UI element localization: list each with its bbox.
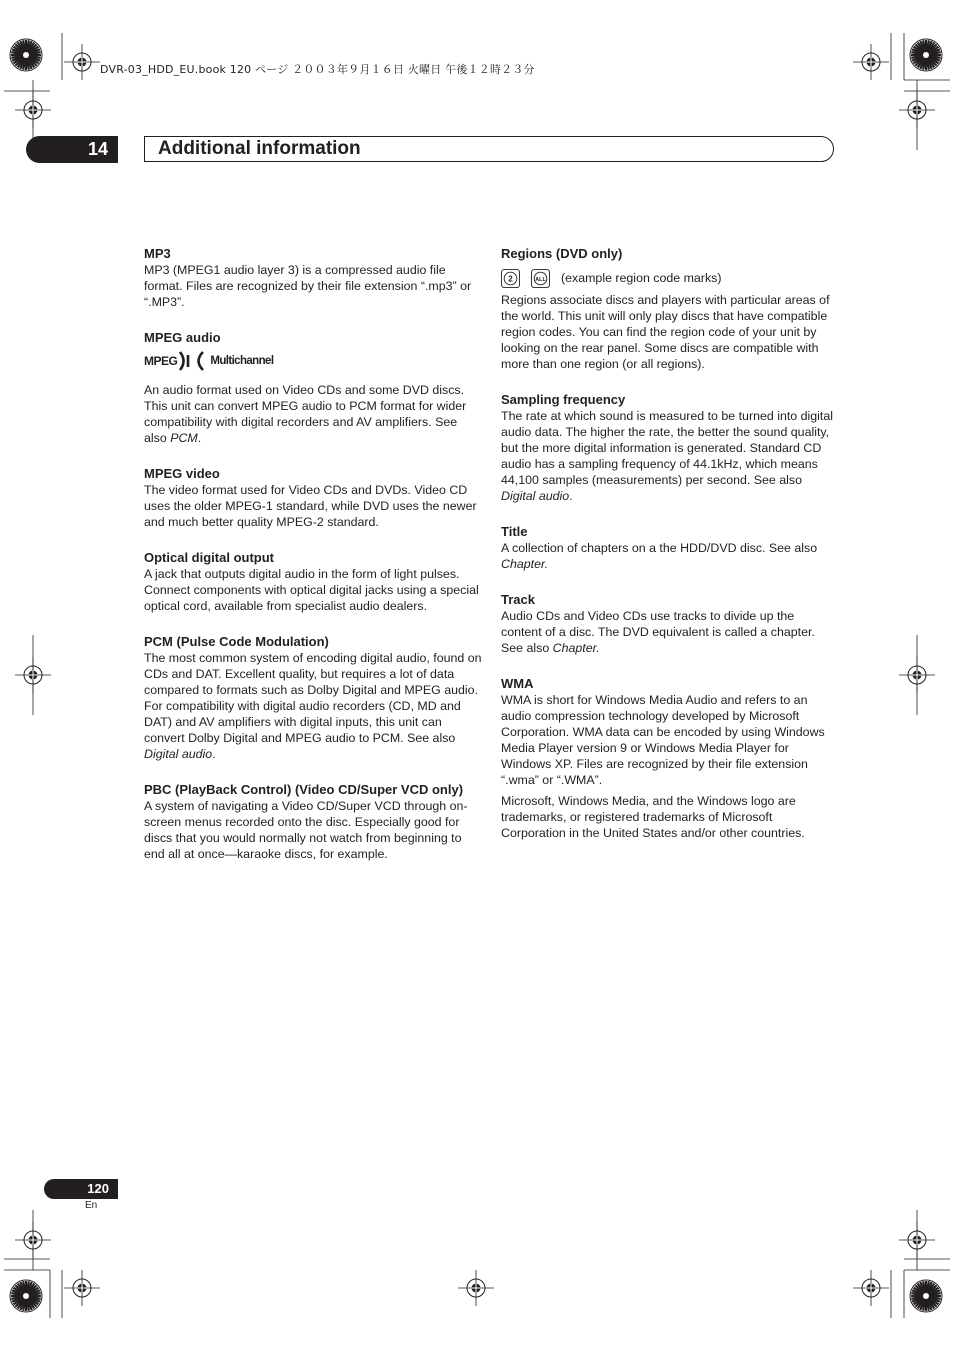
glossary-entry-mpeg-video [144,465,482,530]
entry-term: Regions (DVD only) [501,246,623,261]
entry-term: PCM (Pulse Code Modulation) [144,634,329,649]
glossary-entry-pbc [144,781,482,862]
glossary-entry-track [501,591,837,656]
entry-term: MPEG audio [144,330,221,345]
entry-term: WMA [501,676,534,691]
cross-reference: Chapter [501,557,545,571]
entry-term: Sampling frequency [501,392,626,407]
entry-term: PBC (PlayBack Control) (Video CD/Super VCD only) [144,782,464,797]
entry-term: Track [501,592,535,607]
entry-definition: A system of navigating a Video CD/Super VCD through on-screen menus recorded onto the disc. Especially good for discs that you would normally not watch from beginning to end all at once—karaoke discs, for example. [144,799,468,861]
mpeg-wave-icon [177,351,207,371]
entry-definition: The rate at which sound is measured to be turned into digital audio data. The higher the rate, the better the sound quality, but the more digital information is generated. Standard CD audio has a sampling frequency of 44.1kHz, which means 44,100 samples (measurements) per second. See also Digital audio. [501,409,833,503]
entry-definition: MP3 (MPEG1 audio layer 3) is a compressed audio file format. Files are recognized by their file extension “.mp3” or “.MP3”. [144,263,472,309]
glossary-entry-mpeg-audio [144,329,482,446]
cross-reference: Chapter [552,641,597,655]
entry-term: MPEG video [144,466,220,481]
chapter-title-box [144,136,834,162]
entry-definition: Regions associate discs and players with particular areas of the world. This unit will only play discs that have compatible region codes. You can find the region code of your unit by looking on the rear panel. Some discs are compatible with more than one region (or all regions). [501,293,830,371]
region-marks-caption: (example region code marks) [561,271,722,285]
chapter-title: Additional information [158,138,361,159]
svg-text:ALL: ALL [535,276,546,283]
glossary-entry-mp3 [144,245,482,310]
entry-definition: The most common system of encoding digital audio, found on CDs and DAT. Excellent quality, but requires a lot of data compared to formats such as Dolby Digital and MPEG audio. For compatibility with digital audio recorders (CD, MD and DAT) and AV amplifiers with digital inputs, this unit can convert Dolby Digital and MPEG audio to PCM. See also Digital audio. [144,651,482,761]
cross-reference: Digital audio [144,747,213,761]
mpeg-logo-text: MPEG [144,354,178,368]
entry-term: MP3 [144,246,171,261]
entry-definition: A collection of chapters on a the HDD/DVD disc. See also Chapter. [501,541,818,571]
entry-definition: WMA is short for Windows Media Audio and refers to an audio compression technology developed by Microsoft Corporation. WMA data can be encoded by using Windows Media Player version 9 or Windows Media Player for Windows XP. Files are recognized by their file extension “.wma” or “.WMA”. [501,693,825,787]
glossary-left-column [144,245,482,881]
book-file-header: DVR-03_HDD_EU.book 120 ページ ２００３年９月１６日 火曜日 午後１２時２３分 [100,63,535,76]
glossary-entry-pcm [144,633,482,762]
page-number-tab: 120 [44,1179,118,1199]
entry-definition: The video format used for Video CDs and DVDs. Video CD uses the older MPEG-1 standard, while DVD uses the newer and much better quality MPEG-2 standard. [144,483,477,529]
cross-reference: Digital audio [501,489,570,503]
cross-reference: PCM [170,431,198,445]
glossary-entry-sampling-frequency [501,391,837,504]
glossary-entry-optical-digital-output [144,549,482,614]
multichannel-logo-text: Multichannel [210,355,274,367]
chapter-number-tab: 14 [26,136,118,163]
region-2-icon [501,269,520,288]
region-code-marks [501,266,837,290]
glossary-entry-regions [501,245,837,372]
entry-definition: A jack that outputs digital audio in the form of light pulses. Connect components with optical digital jacks using a special optical cord, available from specialist audio dealers. [144,567,479,613]
glossary-entry-wma [501,675,837,841]
entry-term: Title [501,524,528,539]
entry-term: Optical digital output [144,550,274,565]
glossary-entry-title [501,523,837,572]
svg-text:2: 2 [508,274,513,284]
entry-definition: Audio CDs and Video CDs use tracks to divide up the content of a disc. The DVD equivalent is called a chapter. See also Chapter. [501,609,815,655]
mpeg-multichannel-logo [144,350,482,372]
entry-definition: An audio format used on Video CDs and some DVD discs. This unit can convert MPEG audio to PCM format for wider compatibility with digital recorders and AV amplifiers. See also PCM. [144,383,467,445]
glossary-right-column [501,245,837,860]
trademark-notice: Microsoft, Windows Media, and the Windows logo are trademarks, or registered trademarks of Microsoft Corporation in the United States and/or other countries. [501,794,805,840]
page-language-label: En [85,1200,98,1211]
region-all-icon [531,269,550,288]
